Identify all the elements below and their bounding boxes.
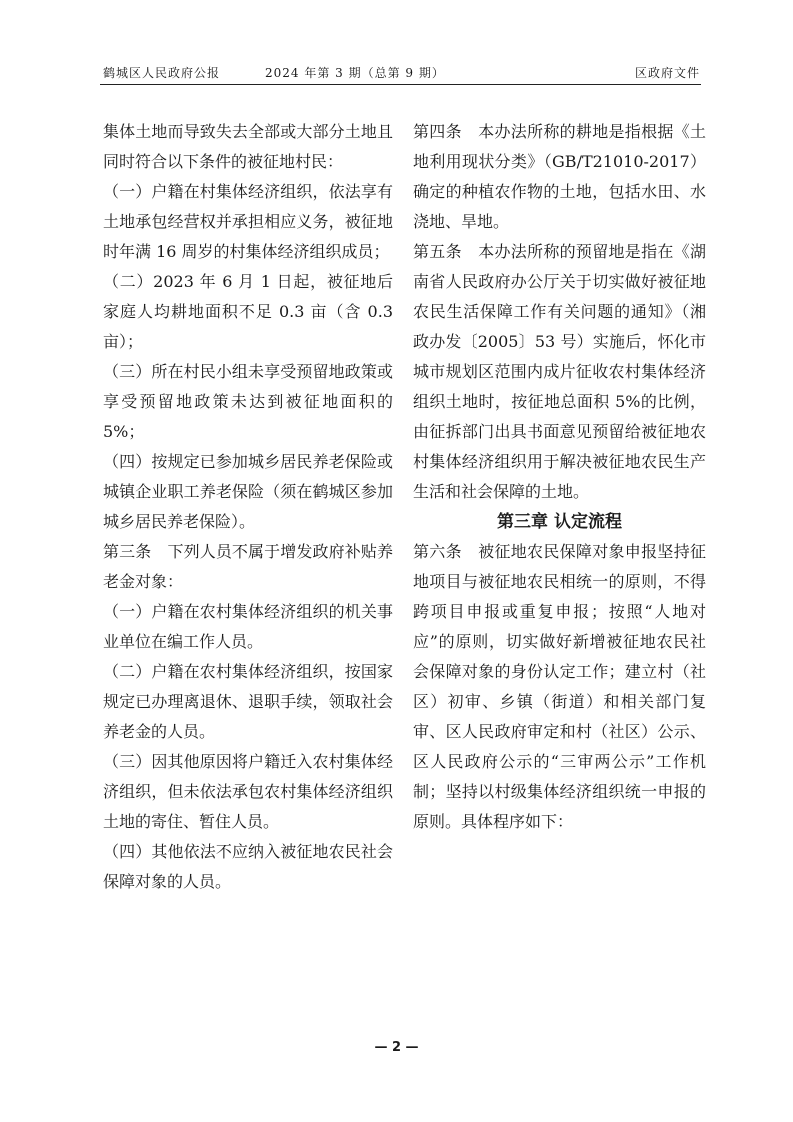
article-five: 第五条 本办法所称的预留地是指在《湖南省人民政府办公厅关于切实做好被征地农民生活保障工作有关问题的通知》（湘政办发〔2005〕53 号）实施后，怀化市城市规划区范围内成片征收农村集体经济组织土地时，按征地总面积 5%的比例，由征拆部门出具书面意见预留给被征地农村集体经济组织用于解决被征地农民生产生活和社会保障的土地。: [413, 242, 706, 501]
paragraph: （四）其他依法不应纳入被征地农民社会保障对象的人员。: [103, 842, 393, 891]
left-column: [103, 117, 393, 897]
header-divider: [100, 84, 701, 85]
article-three: 第三条 下列人员不属于增发政府补贴养老金对象：: [103, 542, 393, 591]
page-number: — 2 —: [374, 1040, 419, 1055]
issue-number: 2024 年第 3 期（总第 9 期）: [265, 66, 445, 80]
article-six: 第六条 被征地农民保障对象申报坚持征地项目与被征地农民相统一的原则，不得跨项目申报或重复申报；按照“人地对应”的原则，切实做好新增被征地农民社会保障对象的身份认定工作；建立村（社区）初审、乡镇（街道）和相关部门复审、区人民政府审定和村（社区）公示、区人民政府公示的“三审两公示”工作机制；坚持以村级集体经济组织统一申报的原则。具体程序如下：: [413, 542, 706, 831]
paragraph: 集体土地而导致失去全部或大部分土地且同时符合以下条件的被征地村民：: [103, 122, 393, 171]
right-column: [413, 117, 706, 837]
paragraph: （四）按规定已参加城乡居民养老保险或城镇企业职工养老保险（须在鹤城区参加城乡居民养老保险）。: [103, 452, 393, 531]
paragraph: （一）户籍在农村集体经济组织的机关事业单位在编工作人员。: [103, 602, 393, 651]
paragraph: （一）户籍在村集体经济组织，依法享有土地承包经营权并承担相应义务，被征地时年满 16 周岁的村集体经济组织成员；: [103, 182, 393, 261]
paragraph: （二）户籍在农村集体经济组织，按国家规定已办理离退休、退职手续，领取社会养老金的人员。: [103, 662, 393, 741]
page-header: [103, 64, 700, 86]
chapter-title: 第三章 认定流程: [497, 512, 622, 532]
publication-name: 鹤城区人民政府公报: [103, 66, 221, 80]
paragraph: （二）2023 年 6 月 1 日起，被征地后家庭人均耕地面积不足 0.3 亩（含 0.3 亩）；: [103, 272, 393, 351]
article-four: 第四条 本办法所称的耕地是指根据《土地利用现状分类》（GB/T21010-2017）确定的种植农作物的土地，包括水田、水浇地、旱地。: [413, 122, 706, 231]
section-name: 区政府文件: [634, 66, 700, 80]
paragraph: （三）所在村民小组未享受预留地政策或享受预留地政策未达到被征地面积的 5%；: [103, 362, 393, 441]
paragraph: （三）因其他原因将户籍迁入农村集体经济组织，但未依法承包农村集体经济组织土地的寄住、暂住人员。: [103, 752, 393, 831]
